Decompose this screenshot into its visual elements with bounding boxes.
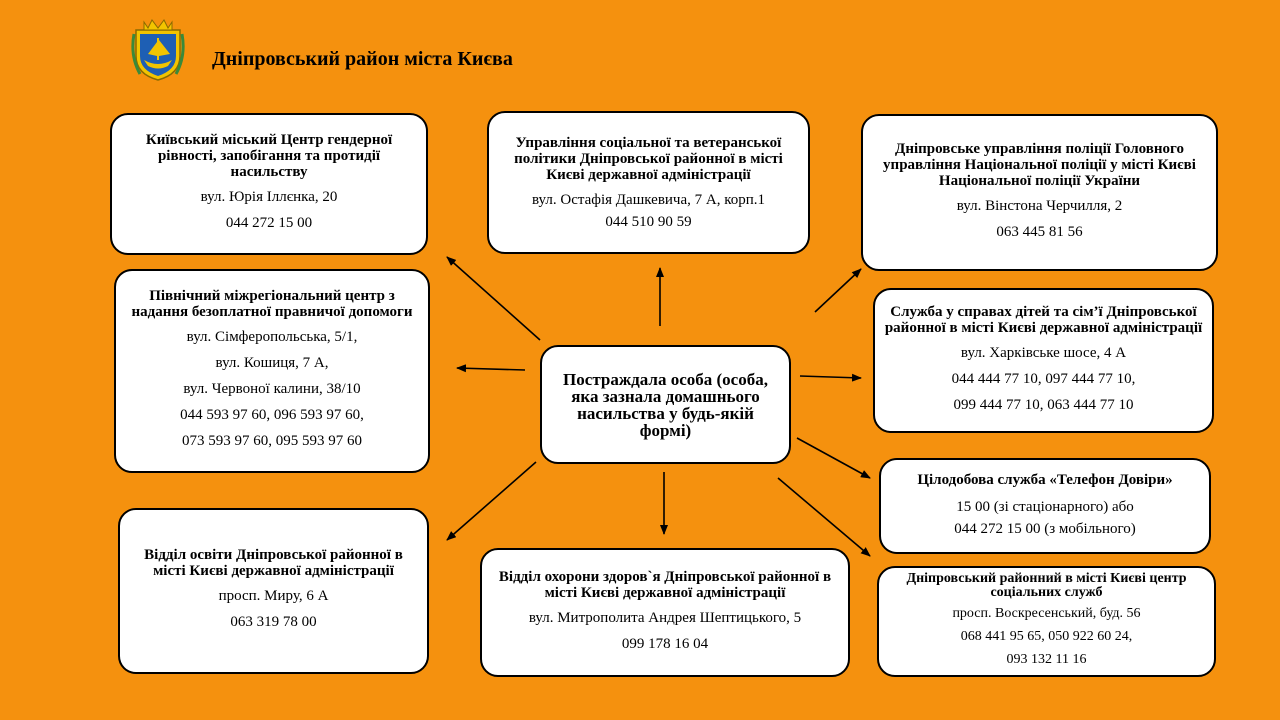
node-address: просп. Миру, 6 А [218,588,329,604]
node-phone: 073 593 97 60, 095 593 97 60 [182,433,362,449]
node-title: Цілодобова служба «Телефон Довіри» [917,472,1173,488]
node-phone: 044 593 97 60, 096 593 97 60, [180,407,364,423]
arrow-to-children-service [800,376,861,378]
node-title: Відділ освіти Дніпровської районної в місті Києві державної адміністрації [144,547,403,579]
node-title: Київський міський Центр гендерної рівності, запобігання та протидії насильству [145,132,393,180]
node-title: Служба у справах дітей та сім’ї Дніпровської районної в місті Києві державної адміністрації [884,303,1203,336]
arrow-to-legal-aid [457,368,525,370]
node-social-services-center [877,566,1216,677]
node-hotline [879,458,1211,554]
node-health [480,548,850,677]
node-address: просп. Воскресенський, буд. 56 [952,606,1141,621]
node-children-service [873,288,1214,433]
coat-of-arms-icon [130,16,186,82]
node-phone: 068 441 95 65, 050 922 60 24, [960,629,1133,644]
node-address: вул. Червоної калини, 38/10 [183,381,361,397]
node-address: вул. Кошиця, 7 А, [215,355,329,371]
arrow-to-education [447,462,536,540]
node-address: вул. Сімферопольська, 5/1, [186,329,358,345]
node-phone: 044 510 90 59 [605,213,692,230]
node-social-policy [487,111,810,254]
node-police [861,114,1218,271]
arrow-to-hotline [797,438,870,478]
node-phone: 044 272 15 00 [225,215,313,231]
node-education [118,508,429,674]
node-title: Відділ охорони здоров`я Дніпровської районної в місті Києві державної адміністрації [498,568,832,601]
arrow-to-police [815,269,861,312]
node-title: Управління соціальної та ветеранської політики Дніпровської районної в місті Києві державної адміністрації [514,134,783,183]
center-node-victim [540,345,791,464]
node-phone: 099 444 77 10, 063 444 77 10 [953,396,1134,413]
node-title: Дніпровський районний в місті Києві центр соціальних служб [906,571,1187,600]
node-legal-aid [114,269,430,473]
node-phone: 099 178 16 04 [621,635,709,652]
node-address: вул. Вінстона Черчилля, 2 [956,197,1123,214]
arrow-to-social-services-center [778,478,870,556]
node-phone: 093 132 11 16 [1006,652,1087,667]
node-address: вул. Харківське шосе, 4 А [960,344,1127,361]
node-address: вул. Остафія Дашкевича, 7 А, корп.1 [531,191,766,208]
node-title: Північний міжрегіональний центр з надання безоплатної правничої допомоги [131,288,413,320]
node-gender-center [110,113,428,255]
center-node-label: Постраждала особа (особа, яка зазнала домашнього насильства у будь-якій формі) [563,369,768,440]
node-address: вул. Юрія Іллєнка, 20 [200,189,338,205]
node-phone: 063 445 81 56 [996,223,1083,240]
arrow-to-gender-center [447,257,540,340]
node-phone: 063 319 78 00 [230,614,317,630]
node-phone: 044 272 15 00 (з мобільного) [954,521,1136,537]
node-phone: 044 444 77 10, 097 444 77 10, [951,370,1136,387]
node-phone: 15 00 (зі стаціонарного) або [956,499,1134,515]
page-title: Дніпровський район міста Києва [212,48,513,70]
node-title: Дніпровське управління поліції Головного управління Національної поліції у місті Києві Національної поліції України [883,140,1196,189]
node-address: вул. Митрополита Андрея Шептицького, 5 [528,609,802,626]
